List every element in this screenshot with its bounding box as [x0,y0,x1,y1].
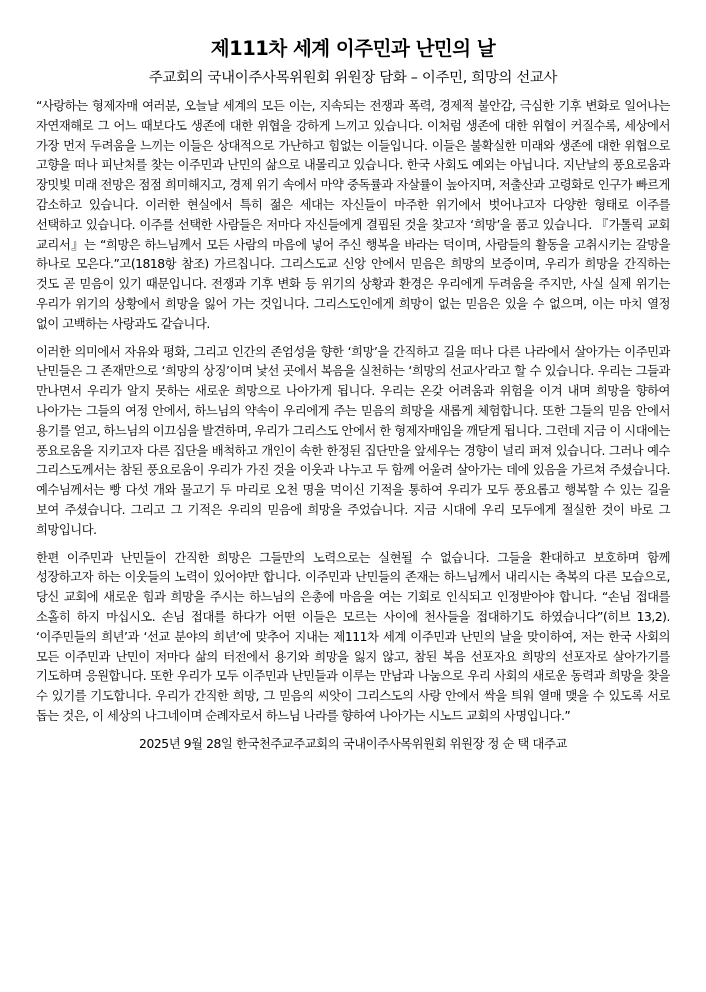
body-paragraph-1: “사랑하는 형제자매 여러분, 오늘날 세계의 모든 이는, 지속되는 전쟁과 폭력, 경제적 불안감, 극심한 기후 변화로 일어나는 자연재해로 그 어느 때보다도 생존에 대한 위협을 강하게 느끼고 있습니다. 이처럼 생존에 대한 위협이 커질수록, 세상에서 가장 먼저 두려움을 느끼는 이들은 상대적으로 가난하고 힘없는 이들입니다. 이들은 불확실한 미래와 생존에 대한 위협으로 고향을 떠나 피난처를 찾는 이주민과 난민의 삶으로 내몰리고 있습니다. 한국 사회도 예외는 아닙니다. 지난날의 풍요로움과 장밋빛 미래 전망은 점점 희미해지고, 경제 위기 속에서 마약 중독률과 자살률이 높아지며, 저출산과 고령화로 인구가 빠르게 감소하고 있습니다. 이러한 현실에서 특히 젊은 세대는 자신들이 마주한 위기에서 벗어나고자 다양한 형태로 이주를 선택하고 있습니다. 이주를 선택한 사람들은 저마다 자신들에게 결핍된 것을 찾고자 ‘희망’을 품고 있습니다. 『가톨릭 교회 교리서』는 “희망은 하느님께서 모든 사람의 마음에 넣어 주신 행복을 바라는 덕이며, 사람들의 활동을 고취시키는 갈망을 하나로 모은다.”고(1818항 참조) 가르칩니다. 그리스도교 신앙 안에서 믿음은 희망의 보증이며, 우리가 희망을 간직하는 것도 곧 믿음이 있기 때문입니다. 전쟁과 기후 변화 등 위기의 상황과 환경은 우리에게 두려움을 주지만, 사실 실제 위기는 우리가 위기의 상황에서 희망을 잃어 가는 것입니다. 그리스도인에게 희망이 없는 믿음은 있을 수 없으며, 이는 마치 열정 없이 고백하는 사랑과도 같습니다. [36,99,670,331]
body-paragraph-2: 이러한 의미에서 자유와 평화, 그리고 인간의 존엄성을 향한 ‘희망’을 간직하고 길을 떠나 다른 나라에서 살아가는 이주민과 난민들은 그 존재만으로 ‘희망의 상징’이며 낯선 곳에서 복음을 실천하는 ‘희망의 선교사’라고 할 수 있습니다. 우리는 그들과 만나면서 우리가 알지 못하는 새로운 희망으로 나아가게 됩니다. 우리는 온갖 어려움과 위험을 이겨 내며 희망을 향하여 나아가는 그들의 여정 안에서, 하느님의 약속이 우리에게 주는 믿음의 희망을 새롭게 체험합니다. 또한 그들의 믿음 안에서 용기를 얻고, 하느님의 이끄심을 발견하며, 우리가 그리스도 안에서 한 형제자매임을 깨닫게 됩니다. 그런데 지금 이 시대에는 풍요로움을 지키고자 다른 집단을 배척하고 개인이 속한 한정된 집단만을 앞세우는 경향이 널리 퍼져 있습니다. 그러나 예수 그리스도께서는 참된 풍요로움이 우리가 가진 것을 이웃과 나누고 두 함께 어울려 살아가는 데에 있음을 가르쳐 주셨습니다. 예수님께서는 빵 다섯 개와 물고기 두 마리로 오천 명을 먹이신 기적을 통하여 우리가 모두 풍요롭고 행복할 수 있는 길을 보여 주셨습니다. 그리고 그 기적은 우리의 믿음에 희망을 주었습니다. 지금 시대에 우리 모두에게 절실한 것이 바로 그 희망입니다. [36,344,670,537]
document-subtitle: 주교회의 국내이주사목위원회 위원장 담화 – 이주민, 희망의 선교사 [148,70,558,86]
signature-line: 2025년 9월 28일 한국천주교주교회의 국내이주사목위원회 위원장 정 순 택 대주교 [139,736,567,751]
body-paragraph-3: 한편 이주민과 난민들이 간직한 희망은 그들만의 노력으로는 실현될 수 없습니다. 그들을 환대하고 보호하며 함께 성장하고자 하는 이웃들의 노력이 있어야만 합니다. 이주민과 난민들의 존재는 하느님께서 내리시는 축복의 다른 모습으로, 당신 교회에 새로운 힘과 희망을 주시는 하느님의 은총에 마음을 여는 기회로 인식되고 인정받아야 합니다. “손님 접대를 소홀히 하지 마십시오. 손님 접대를 하다가 어떤 이들은 모르는 사이에 천사들을 접대하기도 하였습니다”(히브 13,2). ‘이주민들의 희년’과 ‘선교 분야의 희년’에 맞추어 지내는 제111차 세계 이주민과 난민의 날을 맞이하여, 저는 한국 사회의 모든 이주민과 난민이 저마다 삶의 터전에서 용기와 희망을 잃지 않고, 참된 복음 선포자요 희망의 선포자로 살아가기를 기도하며 응원합니다. 또한 우리가 모두 이주민과 난민들과 이루는 만남과 나눔으로 우리 사회의 새로운 동력과 희망을 찾을 수 있기를 기도합니다. 우리가 간직한 희망, 그 믿음의 씨앗이 그리스도의 사랑 안에서 싹을 틔워 열매 맺을 수 있도록 서로 돕는 것은, 이 세상의 나그네이며 순례자로서 하느님 나라를 향하여 나아가는 시노드 교회의 사명입니다.” [36,550,670,723]
document-title: 제111차 세계 이주민과 난민의 날 [210,37,496,60]
